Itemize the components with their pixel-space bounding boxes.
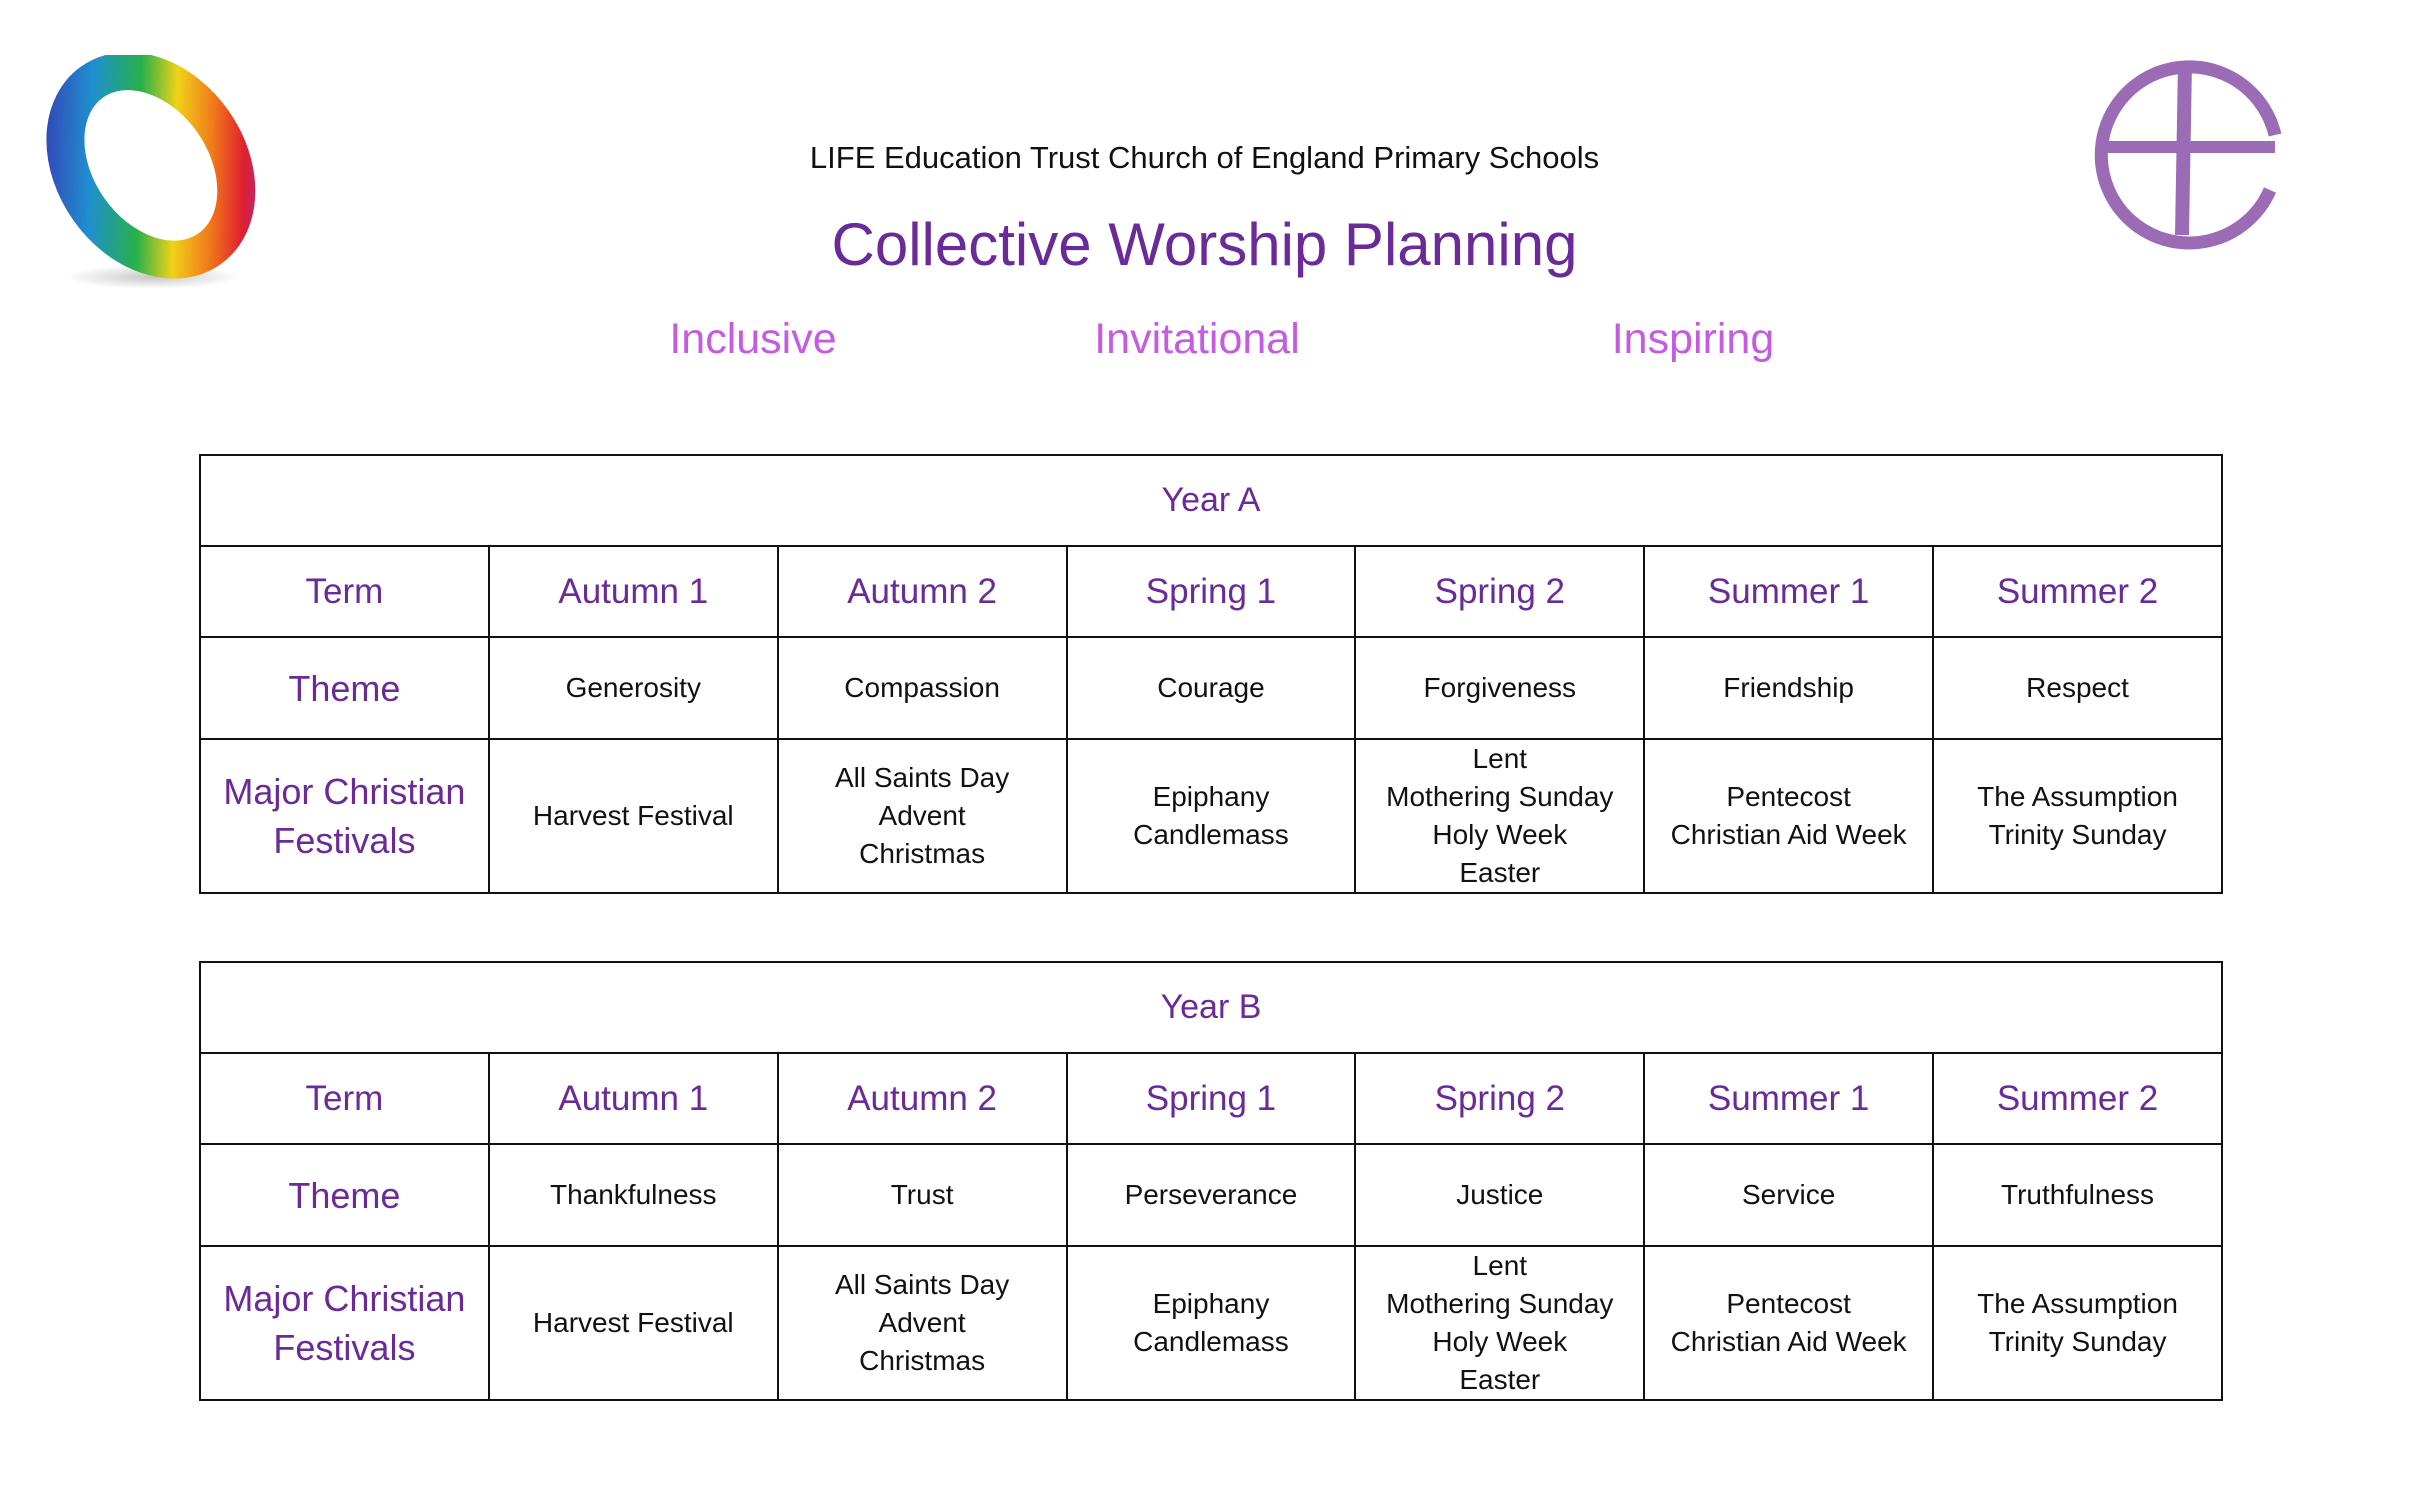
theme-cell: Perseverance	[1067, 1144, 1356, 1246]
term-cell: Spring 2	[1355, 546, 1644, 637]
theme-cell: Trust	[778, 1144, 1067, 1246]
festivals-label	[200, 1246, 489, 1400]
festival-item: All Saints Day	[834, 762, 1010, 793]
festivals-label-line: Major Christian	[223, 771, 466, 812]
festivals-label-line: Festivals	[273, 820, 416, 861]
festival-item: Christmas	[859, 838, 986, 869]
festival-item: Harvest Festival	[532, 800, 734, 831]
festival-item: Trinity Sunday	[1988, 1326, 2167, 1357]
theme-cell: Forgiveness	[1355, 637, 1644, 739]
value-inspiring: Inspiring	[1611, 315, 1775, 363]
festival-item: Christian Aid Week	[1670, 1326, 1907, 1357]
festival-cell	[489, 1246, 778, 1400]
festival-cell	[1933, 739, 2222, 893]
festival-item: The Assumption	[1977, 1288, 2178, 1319]
festival-cell	[1644, 739, 1933, 893]
festival-cell	[1067, 1246, 1356, 1400]
theme-cell: Service	[1644, 1144, 1933, 1246]
term-row	[200, 1053, 2222, 1144]
year-b-table	[199, 961, 2223, 1401]
term-cell: Spring 1	[1067, 546, 1356, 637]
festival-item: The Assumption	[1977, 781, 2178, 812]
term-row	[200, 546, 2222, 637]
festivals-row	[200, 739, 2222, 893]
festival-item: Epiphany	[1152, 781, 1270, 812]
value-invitational: Invitational	[1094, 315, 1300, 363]
festival-item: Easter	[1459, 857, 1541, 888]
subtitle: LIFE Education Trust Church of England Primary Schools	[809, 140, 1600, 175]
festival-item: Holy Week	[1432, 1326, 1568, 1357]
term-cell: Summer 2	[1933, 1053, 2222, 1144]
festival-item: Advent	[878, 1307, 966, 1338]
festivals-label-line: Major Christian	[223, 1278, 466, 1319]
term-cell: Summer 1	[1644, 1053, 1933, 1144]
festival-item: Harvest Festival	[532, 1307, 734, 1338]
term-label: Term	[200, 546, 489, 637]
term-cell: Autumn 1	[489, 546, 778, 637]
year-title: Year A	[200, 455, 2222, 546]
term-cell: Spring 2	[1355, 1053, 1644, 1144]
festival-item: Christmas	[859, 1345, 986, 1376]
festival-item: All Saints Day	[834, 1269, 1010, 1300]
festival-item: Mothering Sunday	[1386, 1288, 1614, 1319]
theme-cell: Friendship	[1644, 637, 1933, 739]
theme-row	[200, 1144, 2222, 1246]
value-inclusive: Inclusive	[669, 315, 837, 363]
festival-cell	[1355, 1246, 1644, 1400]
festival-item: Lent	[1472, 743, 1528, 774]
festival-item: Candlemass	[1133, 819, 1289, 850]
festivals-row	[200, 1246, 2222, 1400]
festival-item: Mothering Sunday	[1386, 781, 1614, 812]
festival-item: Holy Week	[1432, 819, 1568, 850]
theme-cell: Justice	[1355, 1144, 1644, 1246]
theme-label: Theme	[200, 637, 489, 739]
year-a-table	[199, 454, 2223, 894]
festival-item: Christian Aid Week	[1670, 819, 1907, 850]
festival-item: Trinity Sunday	[1988, 819, 2167, 850]
theme-cell: Truthfulness	[1933, 1144, 2222, 1246]
theme-cell: Thankfulness	[489, 1144, 778, 1246]
term-cell: Summer 2	[1933, 546, 2222, 637]
festivals-label	[200, 739, 489, 893]
festival-item: Advent	[878, 800, 966, 831]
festival-item: Easter	[1459, 1364, 1541, 1395]
term-cell: Summer 1	[1644, 546, 1933, 637]
year-title: Year B	[200, 962, 2222, 1053]
festival-item: Pentecost	[1726, 781, 1851, 812]
festival-cell	[1644, 1246, 1933, 1400]
theme-cell: Compassion	[778, 637, 1067, 739]
term-cell: Autumn 1	[489, 1053, 778, 1144]
festival-item: Pentecost	[1726, 1288, 1851, 1319]
term-cell: Spring 1	[1067, 1053, 1356, 1144]
festival-item: Epiphany	[1152, 1288, 1270, 1319]
theme-label: Theme	[200, 1144, 489, 1246]
festival-cell	[778, 739, 1067, 893]
theme-cell: Respect	[1933, 637, 2222, 739]
festival-cell	[1933, 1246, 2222, 1400]
festival-cell	[489, 739, 778, 893]
festivals-label-line: Festivals	[273, 1327, 416, 1368]
festival-cell	[1067, 739, 1356, 893]
festival-item: Lent	[1472, 1250, 1528, 1281]
term-cell: Autumn 2	[778, 1053, 1067, 1144]
festival-cell	[1355, 739, 1644, 893]
term-cell: Autumn 2	[778, 546, 1067, 637]
theme-cell: Generosity	[489, 637, 778, 739]
theme-cell: Courage	[1067, 637, 1356, 739]
page-title: Collective Worship Planning	[831, 211, 1578, 278]
festival-cell	[778, 1246, 1067, 1400]
theme-row	[200, 637, 2222, 739]
festival-item: Candlemass	[1133, 1326, 1289, 1357]
term-label: Term	[200, 1053, 489, 1144]
